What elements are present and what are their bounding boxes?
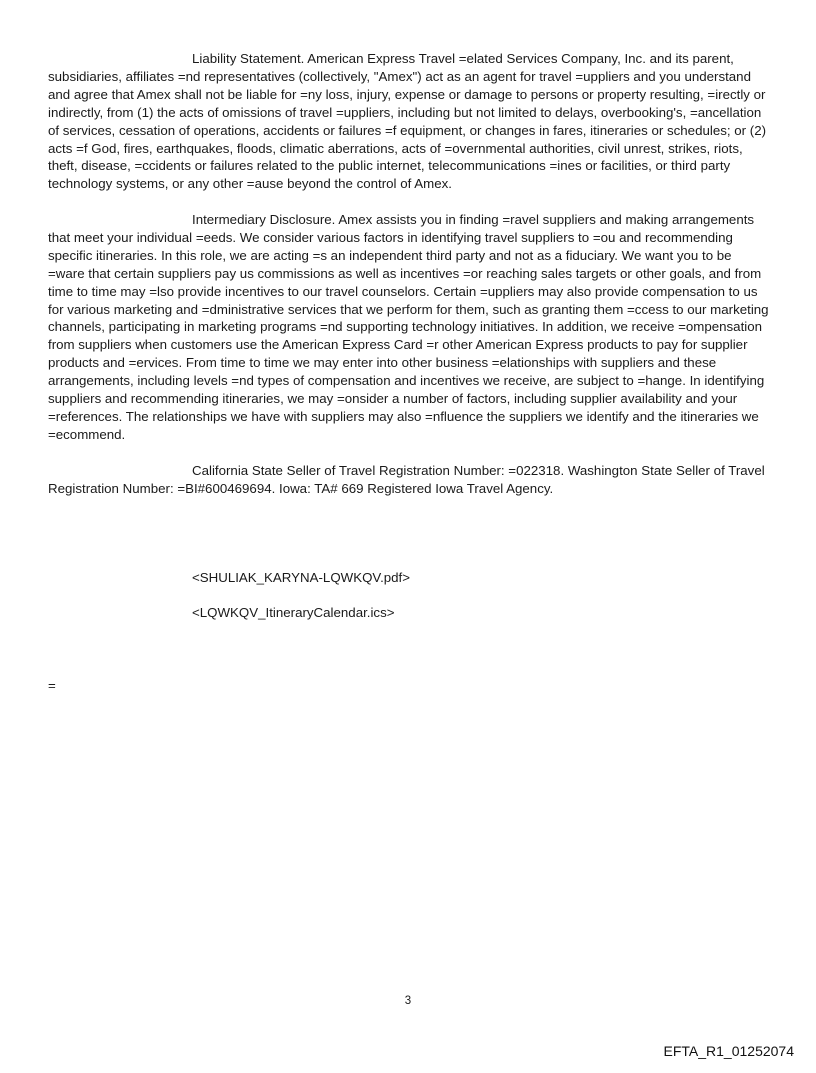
- attachment-pdf-filename: <SHULIAK_KARYNA-LQWKQV.pdf>: [192, 570, 411, 585]
- liability-statement-paragraph: Liability Statement. American Express Travel =elated Services Company, Inc. and its parent, subsidiaries, affiliates =nd representatives (collectively, "Amex") act as an agent for travel =uppliers and you understand and agree that Amex shall not be liable for =ny loss, injury, expense or damage to persons or property resulting, =irectly or indirectly, from (1) the acts of omissions of travel =uppliers, including but not limited to delays, overbooking's, =ancellation of services, cessation of operations, accidents or failures =f equipment, or changes in fares, itineraries or schedules; or (2) acts =f God, fires, earthquakes, floods, climatic aberrations, acts of =overnmental authorities, civil unrest, strikes, riots, theft, disease, =ccidents or failures related to the public internet, telecommunications =ines or facilities, or third party technology systems, or any other =ause beyond the control of Amex.: [48, 51, 767, 192]
- intermediary-disclosure-paragraph: Intermediary Disclosure. Amex assists you in finding =ravel suppliers and making arrangements that meet your individual =eeds. We consider various factors in identifying travel suppliers to =ou and recommending specific itineraries. In this role, we are acting =s an independent third party and not as a fiduciary. We want you to be =ware that certain suppliers pay us commissions as well as incentives =or reaching sales targets or other goals, and from time to time may =lso provide incentives to our travel counselors. Certain =uppliers may also provide compensation to us for various marketing and =dministrative services that we perform for them, such as granting them =ccess to our marketing channels, participating in marketing programs =nd supporting technology initiatives. In addition, we receive =ompensation from suppliers when customers use the American Express Card =r other American Express products to pay for supplier products and =ervices. From time to time we may enter into other business =elationships with suppliers and these arrangements, including levels =nd types of compensation and incentives we receive, are subject to =hange. In identifying suppliers and recommending itineraries, we may =onsider a number of factors, including supplier availability and your =references. The relationships we have with suppliers may also =nfluence the suppliers we identify and the itineraries we =ecommend.: [48, 212, 769, 442]
- attachment-ics-filename: <LQWKQV_ItineraryCalendar.ics>: [192, 605, 395, 620]
- stray-equals-mark: =: [48, 678, 56, 693]
- bates-number: EFTA_R1_01252074: [663, 1043, 794, 1059]
- page-number: 3: [404, 995, 412, 1007]
- seller-of-travel-paragraph: California State Seller of Travel Registration Number: =022318. Washington State Seller of Travel Registration Number: =BI#600469694. Iowa: TA# 669 Registered Iowa Travel Agency.: [48, 463, 765, 496]
